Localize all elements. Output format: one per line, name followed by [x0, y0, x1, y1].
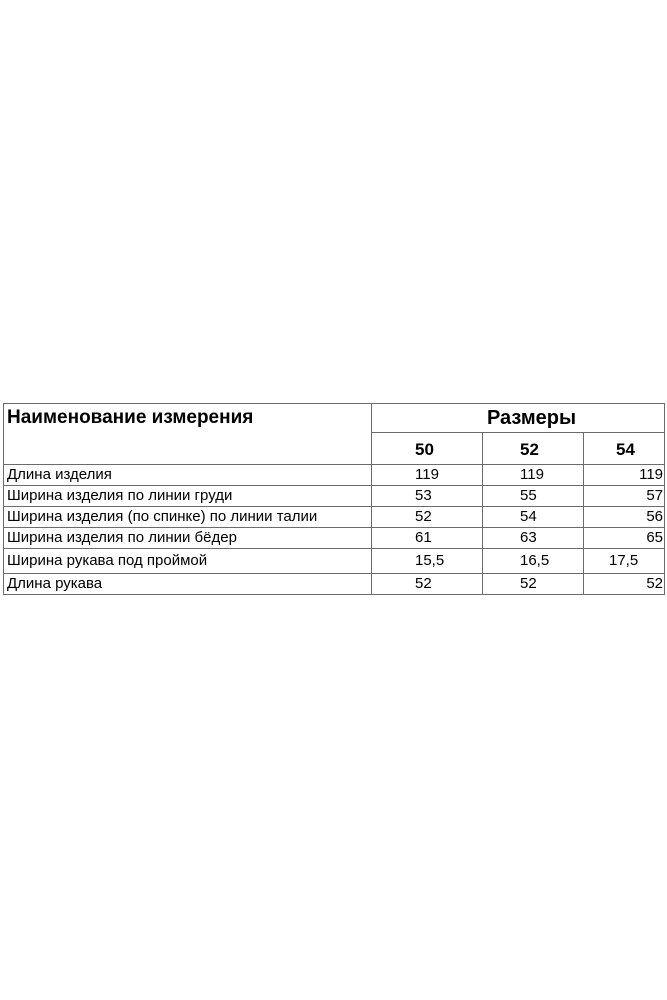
row-label: Ширина рукава под проймой — [4, 549, 372, 574]
table-row — [4, 465, 665, 486]
size-chart-table — [3, 403, 665, 595]
row-label: Длина рукава — [4, 574, 372, 595]
row-value: 119 — [584, 465, 665, 486]
table-header-row — [4, 404, 665, 433]
row-label: Длина изделия — [4, 465, 372, 486]
row-value: 65 — [584, 528, 665, 549]
row-value: 52 — [372, 507, 483, 528]
measurement-name-header: Наименование измерения — [4, 404, 372, 465]
row-value: 63 — [483, 528, 584, 549]
table-row — [4, 486, 665, 507]
row-value: 54 — [483, 507, 584, 528]
size-52-header: 52 — [483, 433, 584, 465]
table-row — [4, 528, 665, 549]
size-54-header: 54 — [584, 433, 665, 465]
row-value: 53 — [372, 486, 483, 507]
row-value: 119 — [483, 465, 584, 486]
table-row — [4, 574, 665, 595]
table-row — [4, 549, 665, 574]
row-value: 61 — [372, 528, 483, 549]
row-value: 57 — [584, 486, 665, 507]
row-label: Ширина изделия (по спинке) по линии талии — [4, 507, 372, 528]
row-value: 56 — [584, 507, 665, 528]
size-50-header: 50 — [372, 433, 483, 465]
row-value: 52 — [584, 574, 665, 595]
row-value: 16,5 — [483, 549, 584, 574]
row-value: 17,5 — [584, 549, 665, 574]
row-value: 119 — [372, 465, 483, 486]
sizes-header: Размеры — [372, 404, 665, 433]
row-value: 52 — [483, 574, 584, 595]
row-value: 55 — [483, 486, 584, 507]
row-label: Ширина изделия по линии бёдер — [4, 528, 372, 549]
table-row — [4, 507, 665, 528]
row-value: 15,5 — [372, 549, 483, 574]
row-label: Ширина изделия по линии груди — [4, 486, 372, 507]
row-value: 52 — [372, 574, 483, 595]
